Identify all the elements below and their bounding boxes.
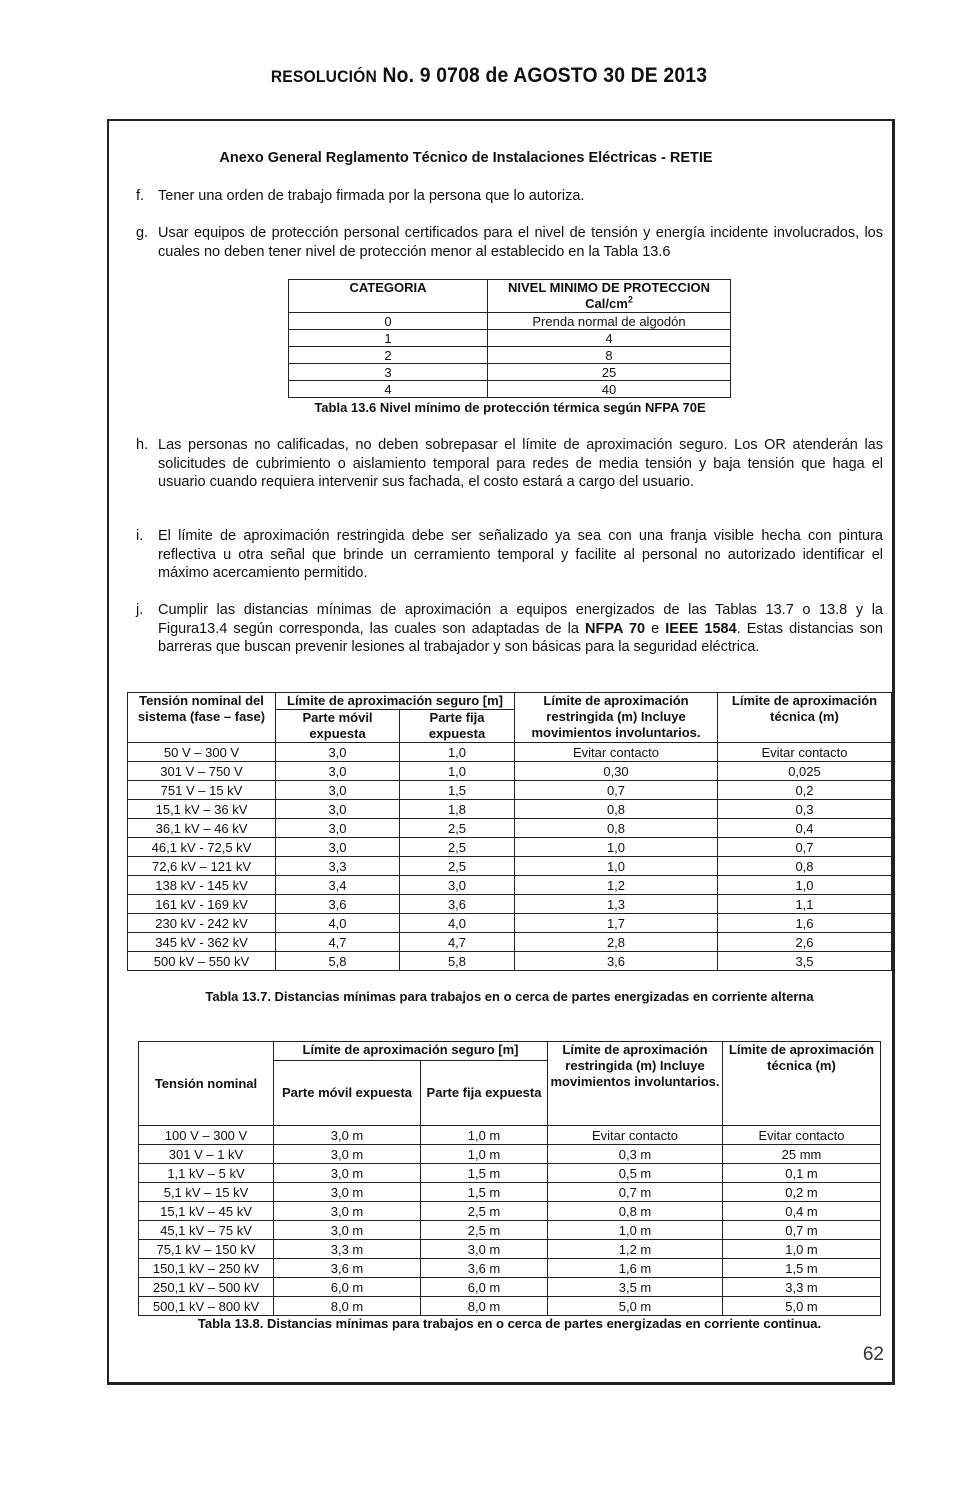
table-row	[139, 1145, 881, 1164]
table-cell: 0,2	[718, 781, 892, 800]
table-cell: 8,0 m	[274, 1297, 421, 1316]
table-cell: 1,0 m	[421, 1126, 548, 1145]
table-row	[128, 743, 892, 762]
table-cell: Evitar contacto	[515, 743, 718, 762]
table-cell: 5,8	[400, 952, 515, 971]
table-cell: 3,3	[276, 857, 400, 876]
header-tecnica: Límite de aproximación técnica (m)	[723, 1042, 881, 1126]
table-cell: 1,2 m	[548, 1240, 723, 1259]
table-row	[128, 933, 892, 952]
table-13-7-caption: Tabla 13.7. Distancias mínimas para trabajos en o cerca de partes energizadas en corriente alterna	[205, 989, 814, 1004]
unit-text: Cal/cm	[585, 296, 628, 311]
table-cell: 4,7	[276, 933, 400, 952]
table-cell: 301 V – 750 V	[128, 762, 276, 781]
table-cell: 3,0	[400, 876, 515, 895]
table-cell: 2,5 m	[421, 1221, 548, 1240]
table-cell: 500,1 kV – 800 kV	[139, 1297, 274, 1316]
table-cell: 4	[289, 381, 488, 398]
list-item-j	[136, 601, 883, 657]
header-seguro: Límite de aproximación seguro [m]	[276, 693, 515, 710]
table-cell: 5,8	[276, 952, 400, 971]
table-cell: 1,1	[718, 895, 892, 914]
table-cell: 1,0 m	[548, 1221, 723, 1240]
header-restringida: Límite de aproximación restringida (m) Incluye movimientos involuntarios.	[548, 1042, 723, 1126]
table-row	[128, 800, 892, 819]
table-cell: 0	[289, 313, 488, 330]
table-cell: 345 kV - 362 kV	[128, 933, 276, 952]
table-row	[289, 347, 731, 364]
table-cell: 1,7	[515, 914, 718, 933]
table-cell: 25 mm	[723, 1145, 881, 1164]
table-cell: 500 kV – 550 kV	[128, 952, 276, 971]
table-cell: 3	[289, 364, 488, 381]
table-cell: 301 V – 1 kV	[139, 1145, 274, 1164]
item-label: j.	[136, 602, 144, 618]
table-cell: 5,1 kV – 15 kV	[139, 1183, 274, 1202]
table-cell: 2	[289, 347, 488, 364]
table-cell: 250,1 kV – 500 kV	[139, 1278, 274, 1297]
table-cell: 1,5	[400, 781, 515, 800]
table-cell: 0,8	[515, 819, 718, 838]
ieee-reference: IEEE 1584	[665, 620, 737, 637]
table-13-7-body	[128, 743, 892, 971]
table-cell: 4,7	[400, 933, 515, 952]
table-cell: 1,6	[718, 914, 892, 933]
resolution-prefix: RESOLUCIÓN	[270, 67, 377, 86]
table-cell: 1,5 m	[723, 1259, 881, 1278]
table-row	[128, 838, 892, 857]
table-row	[128, 895, 892, 914]
header-unit	[488, 296, 730, 312]
table-header-row	[128, 693, 892, 710]
table-row	[139, 1221, 881, 1240]
table-cell: 36,1 kV – 46 kV	[128, 819, 276, 838]
table-cell: 6,0 m	[274, 1278, 421, 1297]
header-fija: Parte fija expuesta	[421, 1061, 548, 1126]
item-text	[158, 601, 883, 657]
table-cell: 0,7	[718, 838, 892, 857]
table-cell: 3,5	[718, 952, 892, 971]
table-cell: 0,1 m	[723, 1164, 881, 1183]
table-cell: 1,6 m	[548, 1259, 723, 1278]
item-label: i.	[136, 528, 144, 544]
table-cell: 0,8	[515, 800, 718, 819]
list-item-g	[136, 224, 883, 261]
table-cell: 0,2 m	[723, 1183, 881, 1202]
table-cell: 2,6	[718, 933, 892, 952]
table-cell: 0,3	[718, 800, 892, 819]
table-cell: 1,0	[718, 876, 892, 895]
table-cell: 50 V – 300 V	[128, 743, 276, 762]
table-row	[139, 1164, 881, 1183]
table-13-8	[138, 1041, 881, 1316]
table-cell: 3,6	[400, 895, 515, 914]
table-cell: 45,1 kV – 75 kV	[139, 1221, 274, 1240]
table-row	[128, 762, 892, 781]
table-cell: 6,0 m	[421, 1278, 548, 1297]
table-cell: 1,2	[515, 876, 718, 895]
table-cell: 3,0	[276, 838, 400, 857]
table-row	[128, 781, 892, 800]
table-row	[128, 819, 892, 838]
item-text-part: . Estas distancias son barreras que buscan prevenir lesiones al trabajador y son básicas para la seguridad eléctrica.	[158, 620, 883, 656]
table-cell: 3,0 m	[274, 1145, 421, 1164]
table-cell: 1,0	[515, 857, 718, 876]
table-cell: 3,4	[276, 876, 400, 895]
table-row	[128, 914, 892, 933]
table-cell: 15,1 kV – 36 kV	[128, 800, 276, 819]
table-row	[139, 1240, 881, 1259]
list-item-h	[136, 436, 883, 492]
table-cell: 1,1 kV – 5 kV	[139, 1164, 274, 1183]
table-cell: 1,3	[515, 895, 718, 914]
table-cell: 3,3 m	[274, 1240, 421, 1259]
table-cell: 230 kV - 242 kV	[128, 914, 276, 933]
table-row	[139, 1183, 881, 1202]
table-cell: 40	[488, 381, 731, 398]
table-row	[289, 313, 731, 330]
table-cell: 4,0	[400, 914, 515, 933]
item-text: Las personas no calificadas, no deben sobrepasar el límite de aproximación seguro. Los OR atenderán las solicitudes de cubrimiento o aislamiento temporal para redes de media tensión y baja tensión que haga el usuario cuando requiera intervenir sus fachada, el costo estará a cargo del usuario.	[158, 437, 883, 491]
table-cell: 3,6	[515, 952, 718, 971]
header-nivel	[488, 280, 731, 313]
table-row	[139, 1278, 881, 1297]
table-cell: 1,0	[400, 762, 515, 781]
table-cell: 3,3 m	[723, 1278, 881, 1297]
table-row	[289, 381, 731, 398]
table-cell: 0,4	[718, 819, 892, 838]
item-text-part: e	[645, 620, 666, 637]
item-text: Tener una orden de trabajo firmada por la persona que lo autoriza.	[158, 188, 585, 204]
table-cell: 8	[488, 347, 731, 364]
table-cell: 3,0	[276, 781, 400, 800]
unit-exponent: 2	[627, 294, 633, 305]
table-cell: 0,8 m	[548, 1202, 723, 1221]
table-cell: 15,1 kV – 45 kV	[139, 1202, 274, 1221]
table-cell: 3,0 m	[274, 1183, 421, 1202]
table-13-8-body	[139, 1126, 881, 1316]
table-cell: Evitar contacto	[718, 743, 892, 762]
table-cell: 1	[289, 330, 488, 347]
table-cell: Evitar contacto	[723, 1126, 881, 1145]
table-row	[139, 1259, 881, 1278]
page-number: 62	[862, 1344, 884, 1365]
table-cell: 1,0	[400, 743, 515, 762]
table-cell: 72,6 kV – 121 kV	[128, 857, 276, 876]
header-tecnica: Límite de aproximación técnica (m)	[718, 693, 892, 743]
table-cell: 2,5 m	[421, 1202, 548, 1221]
table-13-7	[127, 692, 892, 971]
list-item-i	[136, 527, 883, 583]
table-cell: 25	[488, 364, 731, 381]
table-cell: 3,6 m	[274, 1259, 421, 1278]
table-cell: 0,7	[515, 781, 718, 800]
item-text: Usar equipos de protección personal certificados para el nivel de tensión y energía incidente involucrados, los cuales no deben tener nivel de protección menor al establecido en la Tabla 13.6	[158, 225, 883, 260]
nfpa-reference: NFPA 70	[585, 620, 646, 637]
table-cell: 1,5 m	[421, 1164, 548, 1183]
header-categoria: CATEGORIA	[289, 280, 488, 313]
table-row	[289, 330, 731, 347]
header-seguro: Límite de aproximación seguro [m]	[274, 1042, 548, 1061]
table-cell: 75,1 kV – 150 kV	[139, 1240, 274, 1259]
table-cell: 0,4 m	[723, 1202, 881, 1221]
table-cell: 0,5 m	[548, 1164, 723, 1183]
header-restringida: Límite de aproximación restringida (m) Incluye movimientos involuntarios.	[515, 693, 718, 743]
table-row	[139, 1126, 881, 1145]
item-label: g.	[136, 225, 149, 241]
table-cell: 100 V – 300 V	[139, 1126, 274, 1145]
table-cell: 2,8	[515, 933, 718, 952]
table-13-6-caption: Tabla 13.6 Nivel mínimo de protección térmica según NFPA 70E	[314, 400, 706, 415]
header-nivel-label: NIVEL MINIMO DE PROTECCION	[508, 280, 710, 295]
table-cell: 0,7 m	[723, 1221, 881, 1240]
table-cell: 3,0 m	[274, 1126, 421, 1145]
table-13-6	[288, 279, 731, 398]
table-cell: 8,0 m	[421, 1297, 548, 1316]
table-cell: 3,6	[276, 895, 400, 914]
table-cell: Prenda normal de algodón	[488, 313, 731, 330]
table-cell: 3,0	[276, 800, 400, 819]
header-movil: Parte móvil expuesta	[274, 1061, 421, 1126]
table-cell: 2,5	[400, 838, 515, 857]
table-cell: 3,0	[276, 819, 400, 838]
table-cell: 2,5	[400, 819, 515, 838]
table-row	[128, 857, 892, 876]
resolution-number: No. 9 0708 de AGOSTO 30 DE 2013	[382, 64, 708, 87]
table-row	[289, 364, 731, 381]
table-cell: Evitar contacto	[548, 1126, 723, 1145]
table-cell: 1,0	[515, 838, 718, 857]
table-cell: 3,0 m	[421, 1240, 548, 1259]
item-label: f.	[136, 188, 145, 204]
item-label: h.	[136, 437, 149, 453]
table-cell: 1,0 m	[723, 1240, 881, 1259]
table-row	[128, 952, 892, 971]
table-row	[139, 1297, 881, 1316]
table-cell: 3,6 m	[421, 1259, 548, 1278]
table-cell: 4	[488, 330, 731, 347]
item-text-part: Cumplir las distancias mínimas de aproximación a equipos energizados de las Tablas 13.7 o 13.8 y la Figura13.4 según corresponda, las cuales son adaptadas de la	[158, 602, 883, 637]
table-cell: 5,0 m	[548, 1297, 723, 1316]
table-cell: 161 kV - 169 kV	[128, 895, 276, 914]
table-header-row	[289, 280, 731, 313]
table-cell: 138 kV - 145 kV	[128, 876, 276, 895]
header-movil: Parte móvil expuesta	[276, 710, 400, 743]
table-cell: 3,0 m	[274, 1164, 421, 1183]
table-cell: 46,1 kV - 72,5 kV	[128, 838, 276, 857]
table-row	[139, 1202, 881, 1221]
table-cell: 1,5 m	[421, 1183, 548, 1202]
header-tension: Tensión nominal del sistema (fase – fase)	[128, 693, 276, 743]
table-cell: 0,30	[515, 762, 718, 781]
table-cell: 1,8	[400, 800, 515, 819]
table-cell: 0,3 m	[548, 1145, 723, 1164]
table-cell: 2,5	[400, 857, 515, 876]
table-cell: 0,7 m	[548, 1183, 723, 1202]
annex-title: Anexo General Reglamento Técnico de Instalaciones Eléctricas - RETIE	[219, 150, 713, 166]
table-cell: 150,1 kV – 250 kV	[139, 1259, 274, 1278]
table-cell: 3,0	[276, 762, 400, 781]
list-item-f	[136, 187, 883, 206]
table-cell: 0,8	[718, 857, 892, 876]
table-header-row	[139, 1042, 881, 1061]
item-text: El límite de aproximación restringida debe ser señalizado ya sea con una franja visible hecha con pintura reflectiva u otra señal que brinde un cerramiento temporal y facilite al personal no autorizado identificar el máximo acercamiento permitido.	[158, 528, 883, 582]
table-cell: 5,0 m	[723, 1297, 881, 1316]
table-cell: 4,0	[276, 914, 400, 933]
table-cell: 3,5 m	[548, 1278, 723, 1297]
header-fija: Parte fija expuesta	[400, 710, 515, 743]
header-tension: Tensión nominal	[139, 1042, 274, 1126]
table-cell: 751 V – 15 kV	[128, 781, 276, 800]
table-row	[128, 876, 892, 895]
table-13-8-caption: Tabla 13.8. Distancias mínimas para trabajos en o cerca de partes energizadas en corriente continua.	[197, 1316, 822, 1331]
table-cell: 1,0 m	[421, 1145, 548, 1164]
table-cell: 3,0 m	[274, 1221, 421, 1240]
table-cell: 3,0	[276, 743, 400, 762]
resolution-header	[39, 64, 939, 88]
table-cell: 3,0 m	[274, 1202, 421, 1221]
table-cell: 0,025	[718, 762, 892, 781]
